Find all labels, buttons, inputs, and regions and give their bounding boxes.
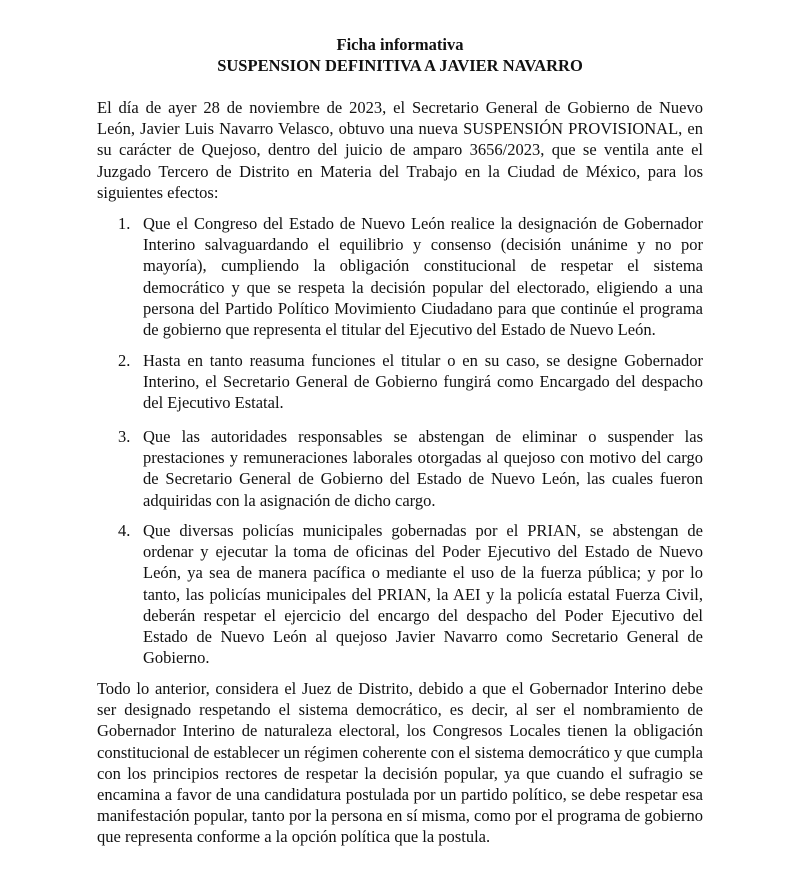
list-item-text: Hasta en tanto reasuma funciones el titular o en su caso, se designe Gobernador Interino, el Secretario General de Gobierno fungirá como Encargado del despacho del Ejecutivo Estatal.	[143, 351, 703, 413]
list-item-number: 3.	[118, 427, 131, 446]
closing-paragraph: Todo lo anterior, considera el Juez de Distrito, debido a que el Gobernador Interino debe ser designado respetando el sistema democrático, es decir, al ser el nombramiento de Gobernador Interino de naturaleza electoral, los Congresos Locales tienen la obligación constitucional de establecer un régimen coherente con el sistema democrático y que cumpla con los principios rectores de respetar la decisión popular, ya que cuando el sufragio se encamina a favor de una candidatura postulada por un partido político, se debe respetar esa manifestación popular, tanto por la persona en sí misma, como por el programa de gobierno que representa conforme a la opción política que la postula.	[97, 679, 703, 847]
list-item	[118, 426, 703, 511]
list-item-text: Que el Congreso del Estado de Nuevo León realice la designación de Gobernador Interino salvaguardando el equilibrio y consenso (decisión unánime y no por mayoría), cumpliendo la obligación constitucional de respetar el sistema democrático y que se respeta la decisión popular del electorado, eligiendo a una persona del Partido Político Movimiento Ciudadano para que continúe el programa de gobierno que representa el titular del Ejecutivo del Estado de Nuevo León.	[143, 214, 703, 340]
document-header	[0, 34, 800, 76]
document-title: SUSPENSION DEFINITIVA A JAVIER NAVARRO	[217, 56, 583, 75]
intro-paragraph: El día de ayer 28 de noviembre de 2023, el Secretario General de Gobierno de Nuevo León, Javier Luis Navarro Velasco, obtuvo una nueva SUSPENSIÓN PROVISIONAL, en su carácter de Quejoso, dentro del juicio de amparo 3656/2023, que se ventila ante el Juzgado Tercero de Distrito en Materia del Trabajo en la Ciudad de México, para los siguientes efectos:	[97, 98, 703, 202]
list-item	[118, 350, 703, 414]
list-item-number: 2.	[118, 351, 131, 370]
list-item	[118, 213, 703, 340]
list-item	[118, 520, 703, 668]
list-item-number: 4.	[118, 521, 131, 540]
document-subtitle: Ficha informativa	[336, 35, 464, 54]
list-item-text: Que las autoridades responsables se abstengan de eliminar o suspender las prestaciones y remuneraciones laborales otorgadas al quejoso con motivo del cargo de Secretario General de Gobierno del Estado de Nuevo León, las cuales fueron adquiridas con la asignación de dicho cargo.	[143, 427, 703, 510]
list-item-number: 1.	[118, 214, 131, 233]
list-item-text: Que diversas policías municipales gobernadas por el PRIAN, se abstengan de ordenar y ejecutar la toma de oficinas del Poder Ejecutivo del Estado de Nuevo León, ya sea de manera pacífica o mediante el uso de la fuerza pública; y por lo tanto, las policías municipales del PRIAN, la AEI y la policía estatal Fuerza Civil, deberán respetar el ejercicio del encargo del despacho del Poder Ejecutivo del Estado de Nuevo León al quejoso Javier Navarro como Secretario General de Gobierno.	[143, 521, 703, 668]
